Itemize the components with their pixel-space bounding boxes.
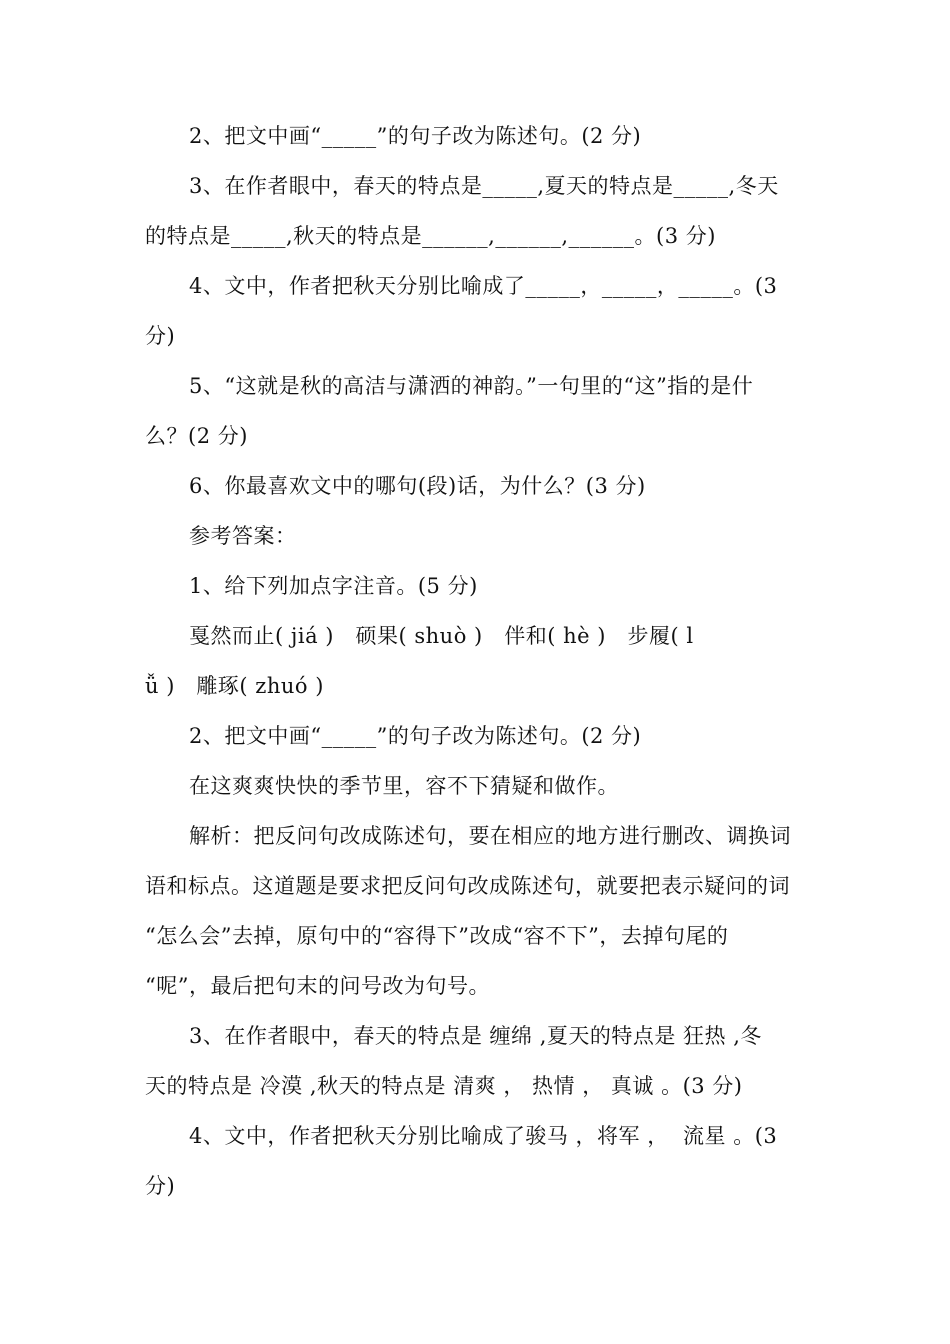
answer-heading: 参考答案： [189, 524, 297, 548]
question-2: 2、把文中画“_____”的句子改为陈述句。(2 分) [189, 124, 642, 148]
answer-1-pinyin-line-2: ǚ ) 雕琢( zhuó ) [145, 674, 324, 698]
answer-2-sentence: 在这爽爽快快的季节里，容不下猜疑和做作。 [189, 774, 619, 798]
answer-2-analysis-line-1: 解析：把反问句改成陈述句，要在相应的地方进行删改、调换词 [189, 824, 791, 848]
answer-3-line-1: 3、在作者眼中，春天的特点是 缠绵 ,夏天的特点是 狂热 ,冬 [189, 1024, 762, 1048]
question-3-line-1: 3、在作者眼中，春天的特点是_____,夏天的特点是_____,冬天 [189, 174, 779, 198]
question-5-line-1: 5、“这就是秋的高洁与潇洒的神韵。”一句里的“这”指的是什 [189, 374, 754, 398]
answer-1-pinyin-line-1: 戛然而止( jiá ) 硕果( shuò ) 伴和( hè ) 步履( l [189, 624, 694, 648]
question-4-line-2: 分) [145, 324, 176, 348]
question-5-line-2: 么？(2 分) [145, 424, 248, 448]
answer-3-line-2: 天的特点是 冷漠 ,秋天的特点是 清爽 ， 热情 ， 真诚 。(3 分) [145, 1074, 743, 1098]
answer-2-analysis-line-3: “怎么会”去掉，原句中的“容得下”改成“容不下”，去掉句尾的 [145, 924, 729, 948]
answer-2-analysis-line-4: “呢”，最后把句末的问号改为句号。 [145, 974, 490, 998]
question-3-line-2: 的特点是_____,秋天的特点是______,______,______。(3 分) [145, 224, 716, 248]
answer-4-line-2: 分) [145, 1174, 176, 1198]
question-6: 6、你最喜欢文中的哪句(段)话，为什么？(3 分) [189, 474, 646, 498]
answer-1-title: 1、给下列加点字注音。(5 分) [189, 574, 478, 598]
question-4-line-1: 4、文中，作者把秋天分别比喻成了_____，_____，_____。(3 [189, 274, 778, 298]
answer-2-analysis-line-2: 语和标点。这道题是要求把反问句改成陈述句，就要把表示疑问的词 [145, 874, 790, 898]
answer-2-title: 2、把文中画“_____”的句子改为陈述句。(2 分) [189, 724, 642, 748]
answer-4-line-1: 4、文中，作者把秋天分别比喻成了骏马 ，将军 ， 流星 。(3 [189, 1124, 778, 1148]
